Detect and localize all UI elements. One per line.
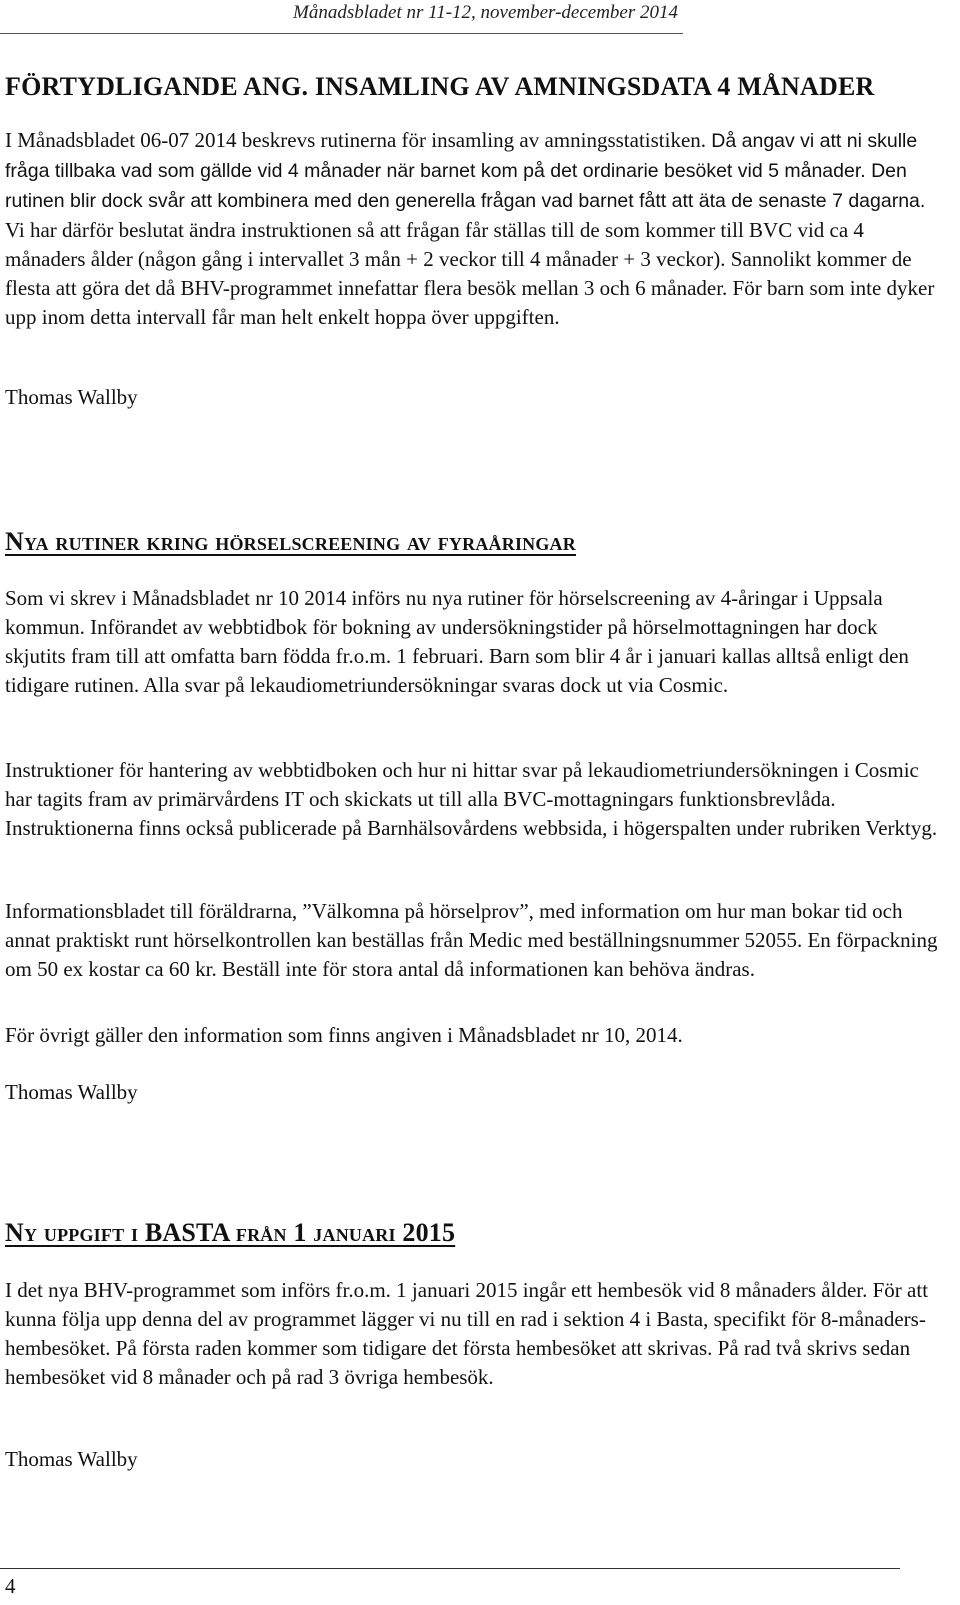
section-heading: Nya rutiner kring hörselscreening av fyraåringar bbox=[5, 527, 576, 556]
body-paragraph bbox=[5, 584, 940, 700]
section-horselscreening bbox=[5, 527, 940, 557]
paragraph-text: Instruktioner för hantering av webbtidboken och hur ni hittar svar på lekaudiometriundersökningen i Cosmic har tagits fram av primärvårdens IT och skickats ut till alla BVC-mottagningars funktionsbrevlåda. Instruktionerna finns också publicerade på Barnhälsovårdens webbsida, i högerspalten under rubriken Verktyg. bbox=[5, 758, 938, 840]
section-amningsdata-body bbox=[5, 126, 940, 332]
body-paragraph bbox=[5, 756, 940, 843]
paragraph-text: Som vi skrev i Månadsbladet nr 10 2014 införs nu nya rutiner för hörselscreening av 4-åringar i Uppsala kommun. Införandet av webbtidbok för bokning av undersökningstider på hörselmottagningen har dock skjutits fram till att omfatta barn födda fr.o.m. 1 februari. Barn som blir 4 år i januari kallas alltså enligt den tidigare rutinen. Alla svar på lekaudiometriundersökningar svaras dock ut via Cosmic. bbox=[5, 586, 909, 697]
section-amningsdata bbox=[5, 72, 940, 102]
paragraph-text: För övrigt gäller den information som finns angiven i Månadsbladet nr 10, 2014. bbox=[5, 1023, 683, 1047]
body-paragraph bbox=[5, 897, 940, 984]
signature: Thomas Wallby bbox=[5, 385, 138, 409]
paragraph-sentence: Då angav vi att ni skulle fråga tillbaka vad som gällde vid 4 månader när barnet kom på det ordinarie besöket vid 5 månader. Den rutinen blir dock svår att kombinera med den generella frågan vad barnet fått att äta de senaste 7 dagarna. bbox=[5, 130, 926, 212]
body-paragraph bbox=[5, 1021, 940, 1050]
header-divider bbox=[0, 33, 683, 34]
paragraph-text: Informationsbladet till föräldrarna, ”Välkomna på hörselprov”, med information om hur man bokar tid och annat praktiskt runt hörselkontrollen kan beställas från Medic med beställningsnummer 52055. En förpackning om 50 ex kostar ca 60 kr. Beställ inte för stora antal då informationen kan behöva ändras. bbox=[5, 899, 938, 981]
page-number: 4 bbox=[5, 1574, 16, 1598]
section-basta bbox=[5, 1218, 940, 1248]
signature: Thomas Wallby bbox=[5, 1080, 138, 1104]
section-heading: FÖRTYDLIGANDE ANG. INSAMLING AV AMNINGSDATA 4 MÅNADER bbox=[5, 72, 875, 101]
section-heading: Ny uppgift i BASTA från 1 januari 2015 bbox=[5, 1218, 456, 1247]
body-paragraph bbox=[5, 126, 940, 332]
paragraph-sentence: Vi har därför beslutat ändra instruktionen så att frågan får ställas till de som kommer till BVC vid ca 4 månaders ålder (någon gång i intervallet 3 mån + 2 veckor till 4 månader + 3 veckor). Sannolikt kommer de flesta att göra det då BHV-programmet innefattar flera besök mellan 3 och 6 månader. För barn som inte dyker upp inom detta intervall får man helt enkelt hoppa över uppgiften. bbox=[5, 218, 935, 329]
signature: Thomas Wallby bbox=[5, 1447, 138, 1471]
paragraph-sentence: I Månadsbladet 06-07 2014 beskrevs rutinerna för insamling av amningsstatistiken. bbox=[5, 128, 712, 152]
body-paragraph bbox=[5, 1276, 940, 1392]
running-header: Månadsbladet nr 11-12, november-december 2014 bbox=[293, 2, 678, 23]
paragraph-text: I det nya BHV-programmet som införs fr.o.m. 1 januari 2015 ingår ett hembesök vid 8 månaders ålder. För att kunna följa upp denna del av programmet lägger vi nu till en rad i sektion 4 i Basta, specifikt för 8-månaders-hembesöket. På första raden kommer som tidigare det första hembesöket att skrivas. På rad två skrivs sedan hembesöket vid 8 månader och på rad 3 övriga hembesök. bbox=[5, 1278, 929, 1389]
footer-divider bbox=[0, 1568, 900, 1569]
